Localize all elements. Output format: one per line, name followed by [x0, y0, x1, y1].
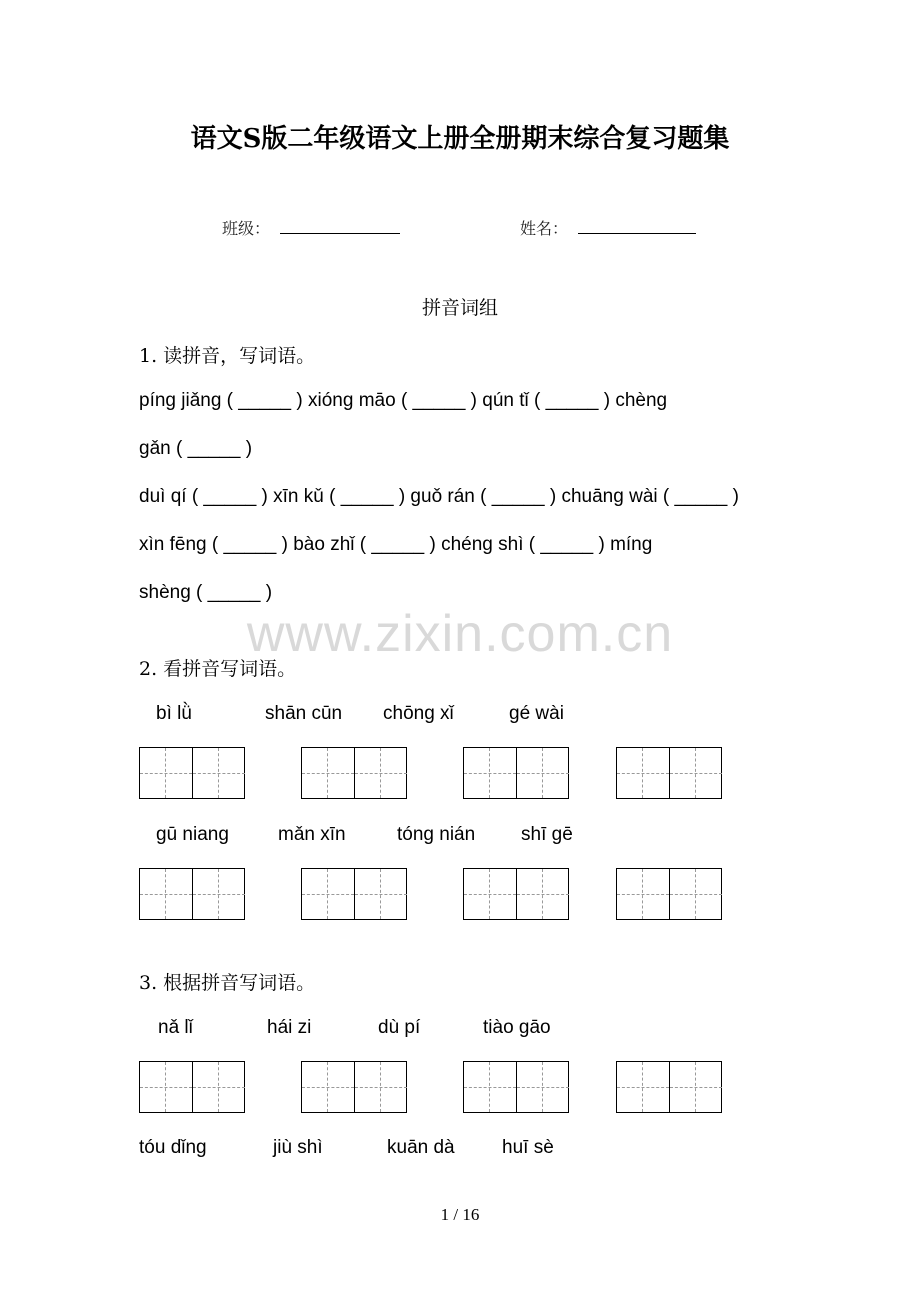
writing-grid[interactable] [463, 1061, 569, 1113]
q3-pinyin: hái zi [267, 1017, 312, 1038]
q2-pinyin: shī gē [521, 824, 573, 845]
section-title: 拼音词组 [421, 297, 498, 319]
class-label: 班级： [222, 219, 271, 238]
q1-line-1: píng jiǎng ( _____ ) xióng māo ( _____ ) qún tǐ ( _____ ) chèng [139, 390, 668, 411]
class-blank[interactable] [280, 233, 400, 234]
q2-pinyin: chōng xǐ [383, 703, 454, 724]
q3-pinyin: jiù shì [273, 1137, 323, 1158]
name-blank[interactable] [578, 233, 696, 234]
writing-grid[interactable] [301, 1061, 407, 1113]
q2-pinyin: shān cūn [265, 703, 343, 724]
writing-grid[interactable] [301, 747, 407, 799]
watermark: www.zixin.com.cn [246, 605, 674, 663]
q2-pinyin: mǎn xīn [278, 824, 346, 845]
q2-pinyin: gé wài [509, 703, 564, 724]
q1-line-2: gǎn ( _____ ) [139, 438, 253, 459]
q2-pinyin: bì lǜ [156, 703, 192, 724]
name-label: 姓名： [520, 219, 569, 238]
writing-grid[interactable] [616, 868, 722, 920]
q1-line-4: xìn fēng ( _____ ) bào zhǐ ( _____ ) chéng shì ( _____ ) míng [139, 534, 653, 555]
q1-line-3: duì qí ( _____ ) xīn kǔ ( _____ ) guǒ rán ( _____ ) chuāng wài ( _____ ) [139, 486, 739, 507]
page-number: 1 / 16 [440, 1205, 480, 1224]
writing-grid[interactable] [616, 1061, 722, 1113]
q2-pinyin: gū niang [156, 824, 229, 845]
q3-pinyin: dù pí [378, 1017, 421, 1038]
q1-heading: 1. 读拼音，写词语。 [139, 345, 316, 367]
q2-pinyin: tóng nián [397, 824, 476, 845]
writing-grid[interactable] [616, 747, 722, 799]
q3-pinyin: huī sè [502, 1137, 554, 1158]
document-title: 语文S版二年级语文上册全册期末综合复习题集 [190, 124, 730, 154]
writing-grid[interactable] [463, 868, 569, 920]
writing-grid[interactable] [463, 747, 569, 799]
writing-grid[interactable] [139, 747, 245, 799]
q3-pinyin: tiào gāo [483, 1017, 551, 1038]
q3-heading: 3. 根据拼音写词语。 [139, 972, 316, 994]
q3-pinyin: kuān dà [387, 1137, 455, 1158]
writing-grid[interactable] [139, 868, 245, 920]
q2-heading: 2. 看拼音写词语。 [139, 658, 297, 680]
q3-pinyin: tóu dǐng [139, 1137, 207, 1158]
q1-line-5: shèng ( _____ ) [139, 582, 273, 603]
writing-grid[interactable] [139, 1061, 245, 1113]
q3-pinyin: nǎ lǐ [158, 1017, 193, 1038]
writing-grid[interactable] [301, 868, 407, 920]
